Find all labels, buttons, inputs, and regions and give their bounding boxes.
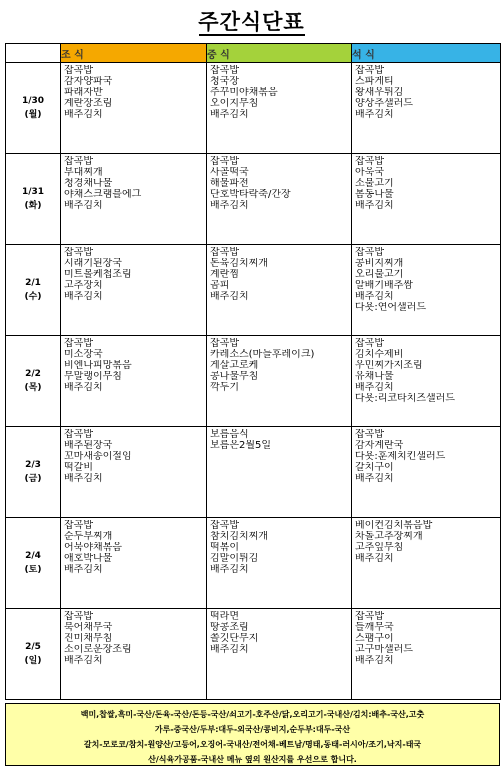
dish-item: 배추김치 bbox=[355, 291, 394, 302]
date-cell bbox=[6, 245, 61, 336]
dish-item: 배추김치 bbox=[210, 564, 249, 575]
dish-item: 감자계란국 bbox=[355, 440, 404, 451]
date-cell bbox=[6, 518, 61, 609]
dish-item: 순두부찌개 bbox=[64, 531, 113, 542]
dish-item: 차돌고추장찌개 bbox=[355, 531, 423, 542]
dish-item: 미소장국 bbox=[64, 349, 103, 360]
dish-item: 참치김치찌개 bbox=[210, 531, 268, 542]
origin-notice-line: 가루-중국산/두부:대두-외국산/콩비지,순두부:대두-국산 bbox=[154, 725, 351, 734]
lunch-cell bbox=[207, 336, 352, 427]
dish-item: 보름음식 bbox=[210, 429, 249, 440]
breakfast-cell bbox=[61, 336, 207, 427]
date-cell bbox=[6, 609, 61, 700]
header-dinner: 석 식 bbox=[352, 44, 501, 63]
dish-item: 배추김치 bbox=[64, 382, 103, 393]
date-cell bbox=[6, 63, 61, 154]
dish-item: 미트볼케첩조림 bbox=[64, 269, 132, 280]
dish-item: 갈치구이 bbox=[355, 462, 394, 473]
dish-item: 잡곡밥 bbox=[210, 247, 239, 258]
dish-item: 잡곡밥 bbox=[210, 520, 239, 531]
lunch-cell bbox=[207, 609, 352, 700]
dish-item: 야채스크램블에그 bbox=[64, 189, 142, 200]
dish-item: 배추김치 bbox=[64, 291, 103, 302]
dish-item: 배추김치 bbox=[64, 564, 103, 575]
dish-item: 콩나물무침 bbox=[210, 371, 259, 382]
dish-item: 청경채나물 bbox=[64, 178, 113, 189]
dish-item: 콩비지찌개 bbox=[355, 258, 404, 269]
dish-item: 배추김치 bbox=[64, 655, 103, 666]
lunch-cell bbox=[207, 154, 352, 245]
dinner-cell bbox=[352, 154, 501, 245]
date-label: 2/4 bbox=[25, 551, 41, 561]
dish-item: 오이지무침 bbox=[210, 98, 259, 109]
dish-item: 떡볶이 bbox=[210, 542, 239, 553]
dish-item: 보름은2월5일 bbox=[210, 440, 272, 451]
origin-notice-line: 산/식육가공품-국내산 메뉴 옆의 원산지를 우선으로 합니다. bbox=[148, 755, 357, 764]
breakfast-cell bbox=[61, 154, 207, 245]
date-label: 2/1 bbox=[25, 278, 41, 288]
weekday-label: (토) bbox=[24, 565, 42, 575]
dish-item: 배추김치 bbox=[355, 655, 394, 666]
dish-item: 쫄깃단무지 bbox=[210, 633, 259, 644]
dish-item: 우민찌가지조림 bbox=[355, 360, 423, 371]
dish-item: 봄동나물 bbox=[355, 189, 394, 200]
origin-notice bbox=[5, 703, 500, 766]
dish-item: 잡곡밥 bbox=[64, 65, 93, 76]
dish-item: 카레소스(마늘후레이크) bbox=[210, 349, 315, 360]
dish-item: 잡곡밥 bbox=[355, 247, 384, 258]
dinner-cell bbox=[352, 63, 501, 154]
header-blank bbox=[6, 44, 61, 63]
weekday-label: (화) bbox=[24, 201, 42, 211]
date-cell bbox=[6, 336, 61, 427]
dish-item: 무말랭이무침 bbox=[64, 371, 122, 382]
weekday-label: (일) bbox=[24, 656, 42, 666]
date-label: 2/2 bbox=[25, 369, 41, 379]
day-row bbox=[6, 245, 501, 336]
dish-item: 배추김치 bbox=[64, 109, 103, 120]
page-title: 주간식단표 bbox=[198, 10, 305, 34]
breakfast-cell bbox=[61, 63, 207, 154]
dish-item: 고추잎무침 bbox=[355, 542, 404, 553]
dish-item: 다욧:리코타치즈샐러드 bbox=[355, 393, 455, 404]
dish-item: 땅콩조림 bbox=[210, 622, 249, 633]
dish-item: 어묵야채볶음 bbox=[64, 542, 122, 553]
dish-item: 잡곡밥 bbox=[355, 611, 384, 622]
dish-item: 잡곡밥 bbox=[64, 429, 93, 440]
date-label: 1/31 bbox=[21, 187, 45, 197]
dish-item: 주꾸미야채볶음 bbox=[210, 87, 278, 98]
dish-item: 떡갈비 bbox=[64, 462, 93, 473]
dish-item: 잡곡밥 bbox=[64, 247, 93, 258]
dish-item: 배추김치 bbox=[210, 109, 249, 120]
dish-item: 고추장치 bbox=[64, 280, 103, 291]
lunch-cell bbox=[207, 518, 352, 609]
dish-item: 잡곡밥 bbox=[355, 338, 384, 349]
dish-item: 잡곡밥 bbox=[355, 429, 384, 440]
header-breakfast: 조 식 bbox=[61, 44, 207, 63]
weekday-label: (수) bbox=[24, 292, 42, 302]
dinner-cell bbox=[352, 609, 501, 700]
dish-item: 돈육김치찌개 bbox=[210, 258, 268, 269]
dish-item: 부대찌개 bbox=[64, 167, 103, 178]
day-row bbox=[6, 427, 501, 518]
dish-item: 배추김치 bbox=[355, 382, 394, 393]
menu-table bbox=[5, 43, 501, 700]
dish-item: 계란장조림 bbox=[64, 98, 113, 109]
dish-item: 꼬마새송이절임 bbox=[64, 451, 132, 462]
weekday-label: (목) bbox=[24, 383, 42, 393]
dish-item: 아욱국 bbox=[355, 167, 384, 178]
dish-item: 파래자반 bbox=[64, 87, 103, 98]
date-label: 2/5 bbox=[25, 642, 41, 652]
lunch-cell bbox=[207, 63, 352, 154]
origin-notice-line: 갈치-모로코/참치-원양산/고등어,오징어-국내산/전어채-베트남/명태,동태-러시아/조기,낙지-태국 bbox=[83, 740, 422, 749]
dinner-cell bbox=[352, 245, 501, 336]
dish-item: 배추김치 bbox=[355, 200, 394, 211]
dish-item: 유채나물 bbox=[355, 371, 394, 382]
dish-item: 김치수제비 bbox=[355, 349, 404, 360]
dish-item: 잡곡밥 bbox=[210, 156, 239, 167]
dish-item: 잡곡밥 bbox=[64, 520, 93, 531]
weekday-label: (금) bbox=[24, 474, 42, 484]
breakfast-cell bbox=[61, 427, 207, 518]
day-row bbox=[6, 154, 501, 245]
dish-item: 들깨무국 bbox=[355, 622, 394, 633]
dish-item: 잡곡밥 bbox=[210, 65, 239, 76]
dish-item: 배추김치 bbox=[355, 473, 394, 484]
dish-item: 소불고기 bbox=[355, 178, 394, 189]
dish-item: 스파게티 bbox=[355, 76, 394, 87]
dish-item: 배추김치 bbox=[210, 200, 249, 211]
dish-item: 잡곡밥 bbox=[210, 338, 239, 349]
breakfast-cell bbox=[61, 609, 207, 700]
dish-item: 배추김치 bbox=[210, 291, 249, 302]
dish-item: 계란찜 bbox=[210, 269, 239, 280]
dish-item: 배추김치 bbox=[355, 553, 394, 564]
date-label: 2/3 bbox=[25, 460, 41, 470]
dinner-cell bbox=[352, 518, 501, 609]
dish-item: 알배기배추쌈 bbox=[355, 280, 413, 291]
dish-item: 고구마샐러드 bbox=[355, 644, 413, 655]
lunch-cell bbox=[207, 427, 352, 518]
dish-item: 김말이튀김 bbox=[210, 553, 259, 564]
origin-notice-line: 백미,찹쌀,흑미-국산/돈육-국산/돈등-국산/쇠고기-호주산/닭,오리고기-국내산/김치:배추-국산,고춧 bbox=[80, 710, 425, 719]
dish-item: 배추김치 bbox=[64, 200, 103, 211]
date-cell bbox=[6, 154, 61, 245]
dinner-cell bbox=[352, 427, 501, 518]
header-lunch: 중 식 bbox=[207, 44, 352, 63]
dish-item: 해물파전 bbox=[210, 178, 249, 189]
dish-item: 북어채무국 bbox=[64, 622, 113, 633]
dish-item: 시래기된장국 bbox=[64, 258, 122, 269]
dish-item: 배추된장국 bbox=[64, 440, 113, 451]
dish-item: 애호박나물 bbox=[64, 553, 113, 564]
day-row bbox=[6, 609, 501, 700]
dish-item: 스팸구이 bbox=[355, 633, 394, 644]
day-row bbox=[6, 63, 501, 154]
breakfast-cell bbox=[61, 245, 207, 336]
breakfast-cell bbox=[61, 518, 207, 609]
dish-item: 베이컨김치볶음밥 bbox=[355, 520, 433, 531]
dish-item: 잡곡밥 bbox=[64, 156, 93, 167]
dish-item: 잡곡밥 bbox=[64, 338, 93, 349]
dish-item: 다욧:연어샐러드 bbox=[355, 302, 426, 313]
dish-item: 다욧:훈제치킨샐러드 bbox=[355, 451, 446, 462]
weekday-label: (월) bbox=[24, 110, 42, 120]
dish-item: 사골떡국 bbox=[210, 167, 249, 178]
dish-item: 비엔나피망볶음 bbox=[64, 360, 132, 371]
dish-item: 배추김치 bbox=[64, 473, 103, 484]
day-row bbox=[6, 336, 501, 427]
dish-item: 진미채무침 bbox=[64, 633, 113, 644]
date-cell bbox=[6, 427, 61, 518]
dish-item: 잡곡밥 bbox=[355, 65, 384, 76]
dish-item: 청국장 bbox=[210, 76, 239, 87]
dish-item: 감자양파국 bbox=[64, 76, 113, 87]
dish-item: 잡곡밥 bbox=[64, 611, 93, 622]
header-row bbox=[6, 44, 501, 63]
dish-item: 배추김치 bbox=[210, 644, 249, 655]
dinner-cell bbox=[352, 336, 501, 427]
dish-item: 배추김치 bbox=[355, 109, 394, 120]
lunch-cell bbox=[207, 245, 352, 336]
dish-item: 소이로운장조림 bbox=[64, 644, 132, 655]
dish-item: 곰피 bbox=[210, 280, 230, 291]
dish-item: 게살고로케 bbox=[210, 360, 259, 371]
dish-item: 단호박타락죽/간장 bbox=[210, 189, 291, 200]
dish-item: 깍두기 bbox=[210, 382, 239, 393]
dish-item: 양상추샐러드 bbox=[355, 98, 413, 109]
dish-item: 떡라면 bbox=[210, 611, 239, 622]
dish-item: 오리불고기 bbox=[355, 269, 404, 280]
title-underline bbox=[199, 34, 305, 36]
dish-item: 잡곡밥 bbox=[355, 156, 384, 167]
day-row bbox=[6, 518, 501, 609]
date-label: 1/30 bbox=[21, 96, 45, 106]
dish-item: 왕새우튀김 bbox=[355, 87, 404, 98]
